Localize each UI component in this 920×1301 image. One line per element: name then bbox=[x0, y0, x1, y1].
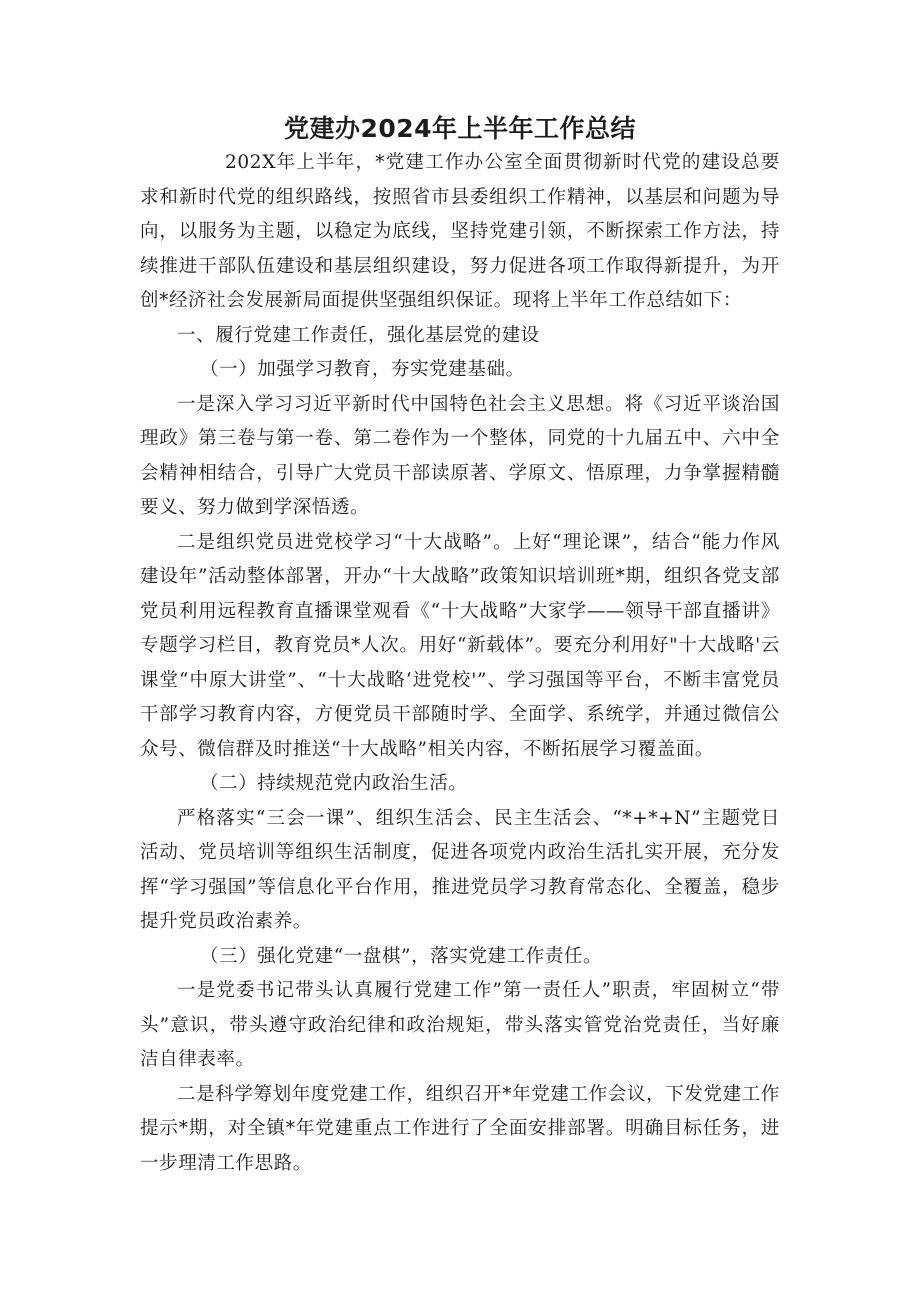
document-title: 党建办2024年上半年工作总结 bbox=[283, 114, 637, 143]
subsection-heading-3: （三）强化党建“一盘棋”，落实党建工作责任。 bbox=[200, 945, 603, 967]
intro-paragraph: 202X年上半年，*党建工作办公室全面贯彻新时代党的建设总要求和新时代党的组织路线，按照省市县委组织工作精神，以基层和问题为导向，以服务为主题，以稳定为底线，坚持党建引领，不断探索工作方法，持续推进干部队伍建设和基层组织建设，努力促进各项工作取得新提升，为开创*经济社会发展新局面提供坚强组织保证。现将上半年工作总结如下： bbox=[140, 152, 780, 311]
section-heading-1: 一、履行党建工作责任，强化基层党的建设 bbox=[177, 324, 540, 346]
body-paragraph: 严格落实“三会一课”、组织生活会、民主生活会、“*+*+N”主题党日活动、党员培训等组织生活制度，促进各项党内政治生活扎实开展，充分发挥“学习强国”等信息化平台作用，推进党员学习教育常态化、全覆盖，稳步提升党员政治素养。 bbox=[140, 807, 780, 932]
body-paragraph: 二是科学筹划年度党建工作，组织召开*年党建工作会议，下发党建工作提示*期，对全镇*年党建重点工作进行了全面安排部署。明确目标任务，进一步理清工作思路。 bbox=[140, 1083, 780, 1174]
subsection-heading-1: （一）加强学习教育，夯实党建基础。 bbox=[200, 359, 525, 380]
body-paragraph: 二是组织党员进党校学习“十大战略”。上好“理论课”，结合“能力作风建设年”活动整体部署，开办“十大战略”政策知识培训班*期，组织各党支部党员利用远程教育直播课堂观看《“十大战略”大家学——领导干部直播讲》专题学习栏目，教育党员*人次。用好“新载体”。要充分利用好"十大战略'云课堂“中原大讲堂”、“十大战略‘进党校'”、学习强国等平台，不断丰富党员干部学习教育内容，方便党员干部随时学、全面学、系统学，并通过微信公众号、微信群及时推送“十大战略”相关内容，不断拓展学习覆盖面。 bbox=[140, 531, 780, 760]
document-body bbox=[140, 146, 780, 1181]
subsection-heading-2: （二）持续规范党内政治生活。 bbox=[200, 773, 468, 794]
body-paragraph: 一是党委书记带头认真履行党建工作”第一责任人”职责，牢固树立“带头”意识，带头遵守政治纪律和政治规矩，带头落实管党治党责任，当好廉洁自律表率。 bbox=[140, 980, 780, 1070]
body-paragraph: 一是深入学习习近平新时代中国特色社会主义思想。将《习近平谈治国理政》第三卷与第一卷、第二卷作为一个整体，同党的十九届五中、六中全会精神相结合，引导广大党员干部读原著、学原文、悟原理，力争掌握精髓要义、努力做到学深悟透。 bbox=[140, 393, 780, 518]
